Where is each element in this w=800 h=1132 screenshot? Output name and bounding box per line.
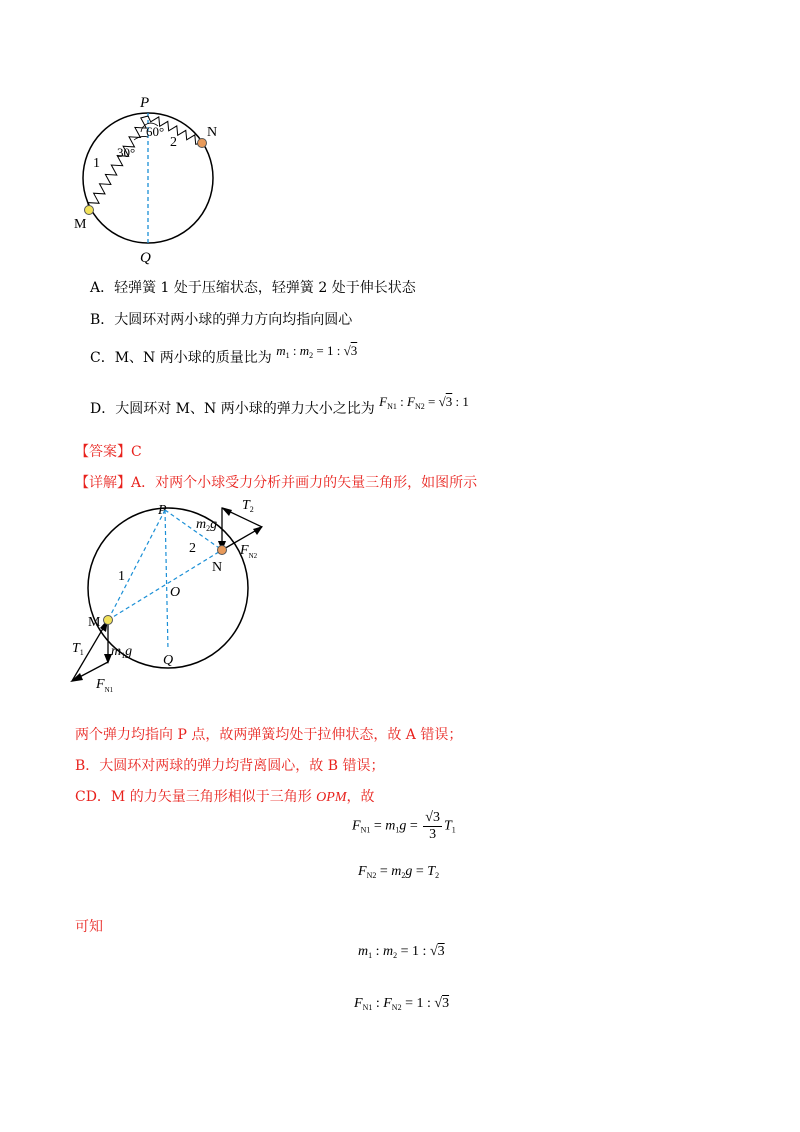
detail-line-1: 两个弹力均指向 P 点，故两弹簧均处于拉伸状态，故 A 错误； [75, 727, 463, 743]
label-p-2: P [158, 503, 167, 518]
equation-3: $m_1$ : $m_2 = 1$ : √3 [358, 944, 445, 960]
label-n-2: N [212, 560, 223, 575]
answer-value: C [131, 444, 142, 460]
equation-4: $F_{N1}$ : $F_{N2} = 1$ : √3 [354, 996, 450, 1012]
kezhi-label: 可知 [75, 919, 103, 935]
label-1: 1 [118, 569, 125, 584]
label-spring-1: 1 [93, 156, 100, 171]
label-t2: $T_2$ [242, 498, 254, 514]
dash-mn [108, 550, 222, 620]
ball-n-2 [218, 546, 227, 555]
option-c-math: $m_1$ : $m_2 = 1$ : √3 [276, 343, 358, 360]
label-2: 2 [189, 541, 196, 556]
label-t1: $T_1$ [72, 641, 84, 657]
detail-intro-text: A．对两个小球受力分析并画力的矢量三角形，如图所示 [131, 475, 478, 491]
equation-2: $F_{N2} = m_2g = T_2$ [358, 864, 440, 880]
label-o: O [170, 585, 181, 600]
label-n: N [207, 125, 218, 140]
dash-pq [165, 510, 168, 650]
label-spring-2: 2 [170, 135, 177, 150]
label-q: Q [140, 250, 151, 266]
ball-m-2 [104, 616, 113, 625]
detail-line-3: CD．M 的力矢量三角形相似于三角形 OPM，故 [75, 789, 375, 805]
label-m1g: $m_1g$ [111, 644, 133, 660]
option-d-math: $F_{N1}$ : $F_{N2} = √3$ : 1 [379, 394, 469, 411]
equation-1: $F_{N1} = m_1g$ = $\frac{√3}{3}$ $T_1$ [352, 810, 456, 842]
detail-line-2: B．大圆环对两球的弹力均背离圆心，故 B 错误； [75, 758, 385, 774]
label-fn2: $F_{N2}$ [240, 543, 258, 560]
label-m: M [74, 217, 87, 232]
label-angle-60: 60° [146, 124, 165, 139]
label-m-2: M [88, 615, 101, 630]
option-b: B．大圆环对两小球的弹力方向均指向圆心 [90, 312, 353, 328]
label-p: P [140, 95, 150, 111]
option-d-text: D．大圆环对 M、N 两小球的弹力大小之比为 [90, 401, 375, 417]
option-a: A．轻弹簧 1 处于压缩状态，轻弹簧 2 处于伸长状态 [90, 280, 416, 296]
label-angle-30: 30° [117, 145, 136, 160]
triangle-opm: OPM [316, 790, 347, 805]
detail-label: 【详解】 [75, 475, 131, 491]
label-q-2: Q [163, 653, 174, 668]
label-fn1: $F_{N1}$ [96, 677, 114, 694]
label-m2g: $m_2g$ [196, 517, 218, 533]
option-c-text: C．M、N 两小球的质量比为 [90, 350, 272, 366]
answer-label: 【答案】 [75, 444, 131, 460]
